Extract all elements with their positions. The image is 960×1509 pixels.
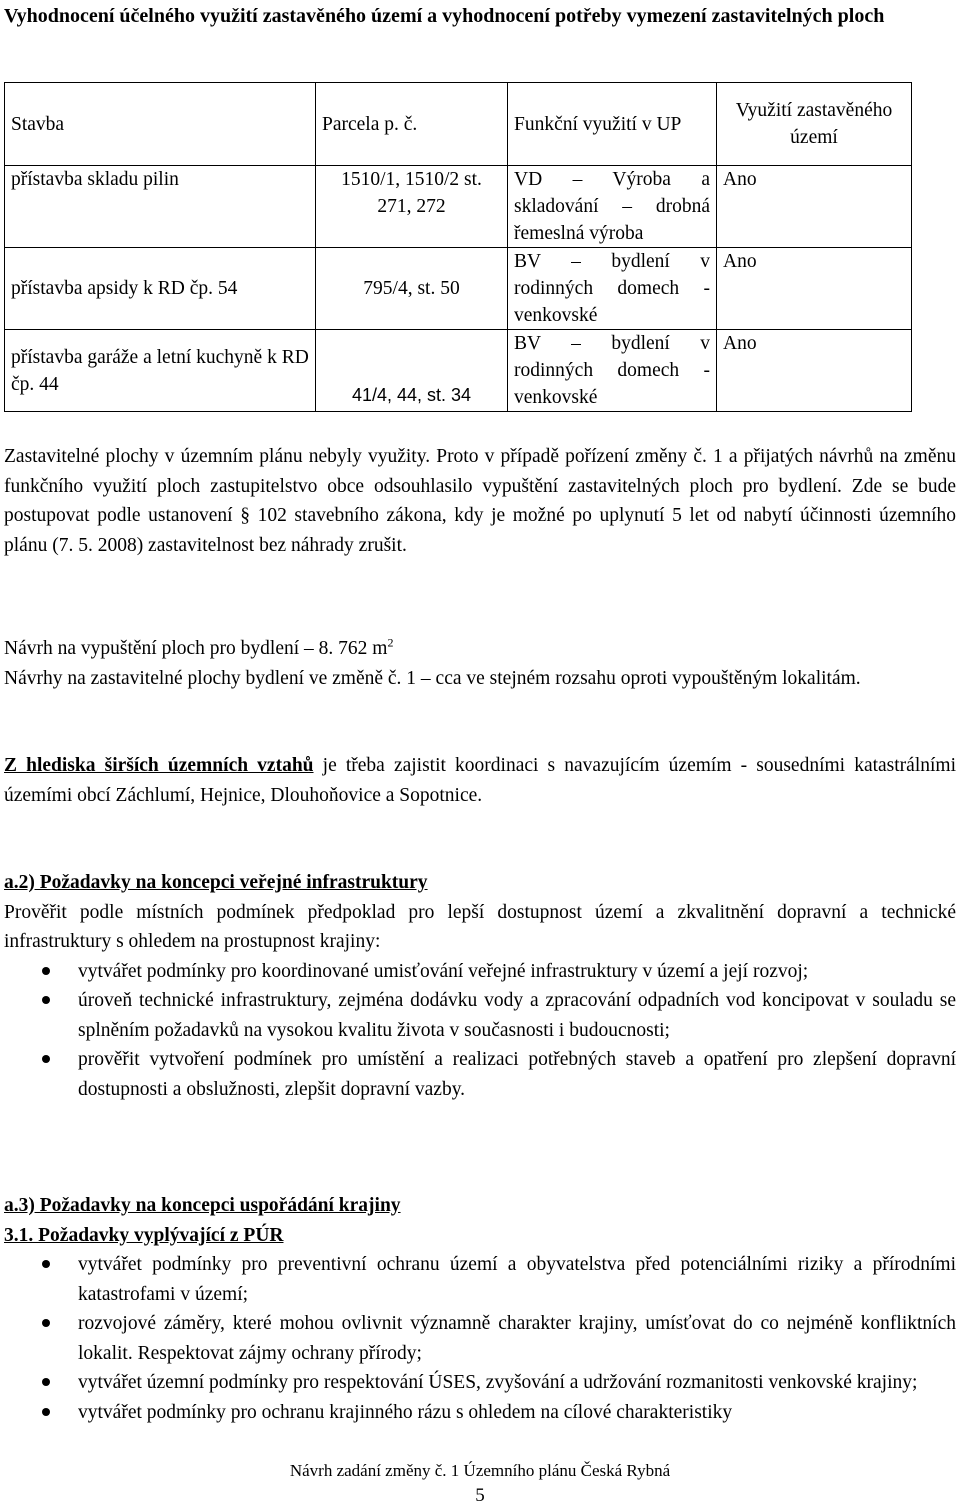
subsection-heading: 3.1. Požadavky vyplývající z PÚR bbox=[4, 1224, 284, 1246]
table-header-row bbox=[5, 83, 912, 166]
header-funkcni-vyuziti: Funkční využití v UP bbox=[508, 83, 717, 166]
cell-parcela: 41/4, 44, st. 34 bbox=[316, 330, 508, 412]
section-title: Vyhodnocení účelného využití zastavěného území a vyhodnocení potřeby vymezení zastavitelných ploch bbox=[4, 5, 885, 27]
section-heading: a.2) Požadavky na koncepci veřejné infrastruktury bbox=[4, 872, 428, 893]
header-vyuziti-uzemi: Využití zastavěného území bbox=[717, 83, 912, 166]
proposal-text: Návrhy na zastavitelné plochy bydlení ve změně č. 1 – cca ve stejném rozsahu oproti vypouštěným lokalitám. bbox=[4, 667, 861, 689]
header-stavba: Stavba bbox=[5, 83, 316, 166]
list-item: vytvářet územní podmínky pro respektování ÚSES, zvyšování a udržování rozmanitosti venkovské krajiny; bbox=[4, 1368, 956, 1398]
table-row bbox=[5, 166, 912, 248]
bullet-list bbox=[4, 957, 956, 1105]
cell-stavba: přístavba apsidy k RD čp. 54 bbox=[5, 248, 316, 330]
table-row bbox=[5, 330, 912, 412]
emphasis-heading: Z hlediska širších územních vztahů bbox=[4, 755, 314, 776]
table-row bbox=[5, 248, 912, 330]
superscript: 2 bbox=[387, 635, 394, 650]
cell-funkcni-vyuziti: BV – bydlení v rodinných domech - venkovské bbox=[508, 330, 717, 412]
list-item: vytvářet podmínky pro koordinované umisťování veřejné infrastruktury v území a její rozvoj; bbox=[4, 957, 956, 987]
list-item: vytvářet podmínky pro ochranu krajinného rázu s ohledem na cílové charakteristiky bbox=[4, 1398, 956, 1428]
list-item: rozvojové záměry, které mohou ovlivnit významně charakter krajiny, umísťovat do co nejméně konfliktních lokalit. Respektovat zájmy ochrany přírody; bbox=[4, 1309, 956, 1368]
body-paragraph bbox=[4, 634, 956, 693]
list-item: úroveň technické infrastruktury, zejména dodávku vody a zpracování odpadních vod koncipovat v souladu se splněním požadavků na vysokou kvalitu života v současnosti i budoucnosti; bbox=[4, 986, 956, 1045]
removal-area-text: Návrh na vypuštění ploch pro bydlení – 8. 762 m bbox=[4, 638, 388, 659]
cell-vyuziti: Ano bbox=[717, 248, 912, 330]
body-paragraph: Zastavitelné plochy v územním plánu nebyly využity. Proto v případě pořízení změny č. 1 a přijatých návrhů na změnu funkčního využití ploch zastupitelstvo obce odsouhlasilo vypuštění zastavitelných ploch pro bydlení. Zde se bude postupovat podle ustanovení § 102 stavebního zákona, kdy je možné po uplynutí 5 let od nabytí účinnosti územního plánu (7. 5. 2008) zastavitelnost bez náhrady zrušit. bbox=[4, 446, 956, 556]
body-text: je třeba zajistit koordinaci s navazujícím územím - sousedními katastrálními územími obcí Záchlumí, Hejnice, Dlouhoňovice a Sopotnice. bbox=[4, 755, 956, 806]
section-heading: a.3) Požadavky na koncepci uspořádání krajiny bbox=[4, 1195, 401, 1216]
cell-stavba: přístavba skladu pilin bbox=[5, 166, 316, 248]
cell-parcela: 1510/1, 1510/2 st. 271, 272 bbox=[316, 166, 508, 248]
land-use-table bbox=[4, 82, 912, 412]
cell-stavba: přístavba garáže a letní kuchyně k RD čp. 44 bbox=[5, 330, 316, 412]
section-a2 bbox=[4, 868, 956, 1104]
list-item: vytvářet podmínky pro preventivní ochranu území a obyvatelstva před potenciálními riziky a přírodními katastrofami v území; bbox=[4, 1250, 956, 1309]
page-footer: Návrh zadání změny č. 1 Územního plánu Česká Rybná bbox=[289, 1461, 671, 1480]
section-a3 bbox=[4, 1191, 956, 1427]
list-item: prověřit vytvoření podmínek pro umístění a realizaci potřebných staveb a opatření pro zlepšení dopravní dostupnosti a obslužnosti, zlepšit dopravní vazby. bbox=[4, 1045, 956, 1104]
cell-vyuziti: Ano bbox=[717, 166, 912, 248]
cell-vyuziti: Ano bbox=[717, 330, 912, 412]
body-paragraph bbox=[4, 751, 956, 810]
bullet-list bbox=[4, 1250, 956, 1427]
cell-funkcni-vyuziti: BV – bydlení v rodinných domech - venkovské bbox=[508, 248, 717, 330]
section-intro: Prověřit podle místních podmínek předpoklad pro lepší dostupnost území a zkvalitnění dopravní a technické infrastruktury s ohledem na prostupnost krajiny: bbox=[4, 901, 956, 952]
cell-funkcni-vyuziti: VD – Výroba a skladování – drobná řemeslná výroba bbox=[508, 166, 717, 248]
header-parcela: Parcela p. č. bbox=[316, 83, 508, 166]
page-number: 5 bbox=[475, 1485, 485, 1506]
cell-parcela: 795/4, st. 50 bbox=[316, 248, 508, 330]
